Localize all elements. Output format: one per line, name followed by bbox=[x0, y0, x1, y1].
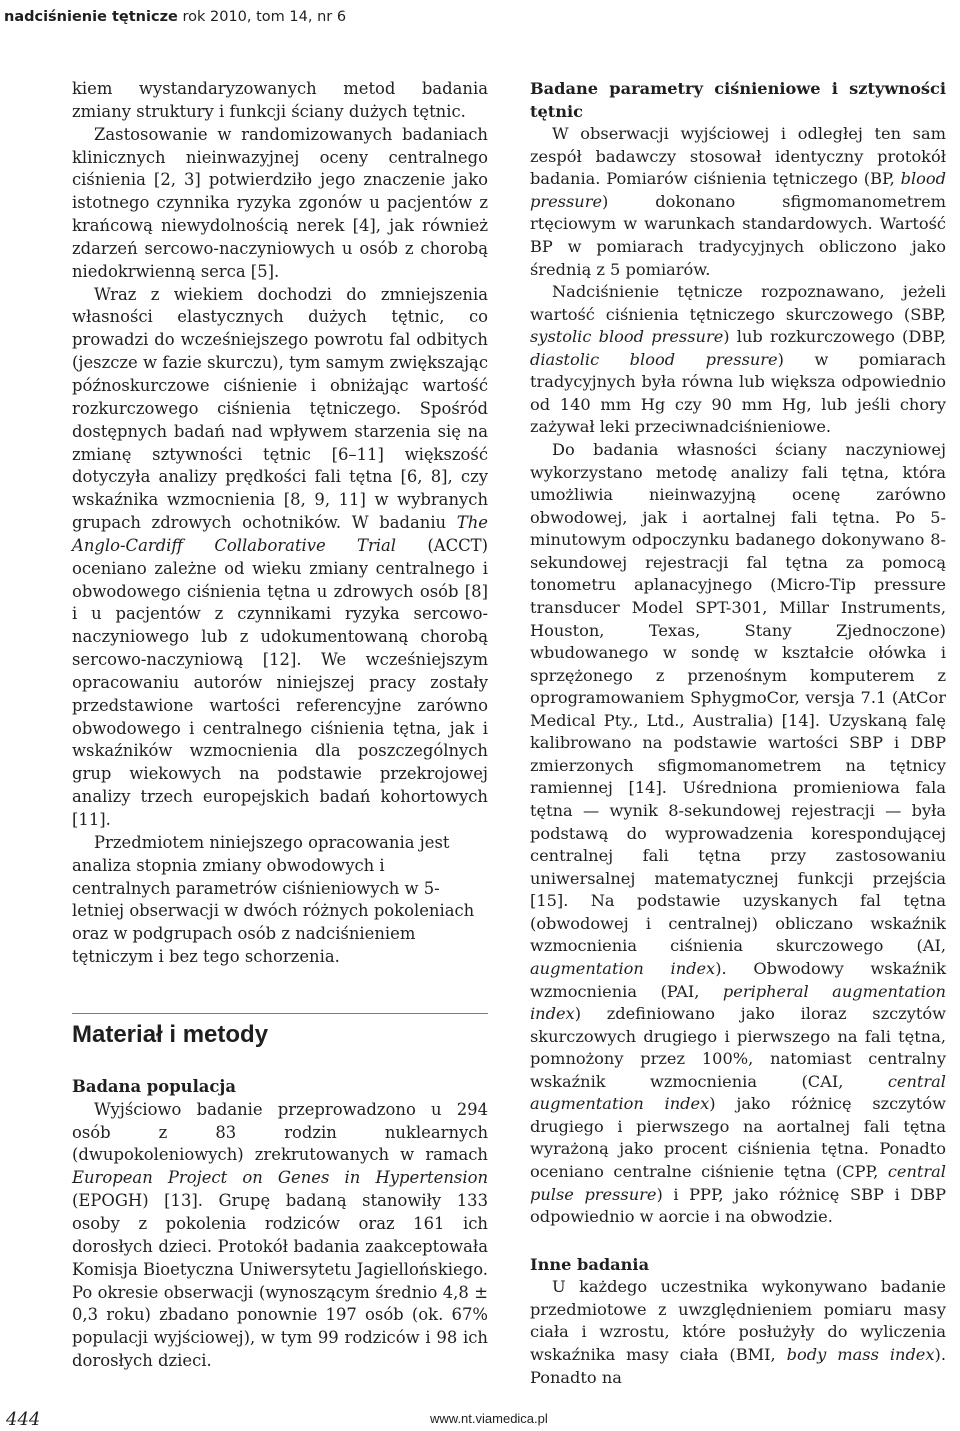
issue-info: rok 2010, tom 14, nr 6 bbox=[177, 9, 347, 25]
paragraph: Przedmiotem niniejszego opracowania jest analiza stopnia zmiany obwodowych i centralnych parametrów ciśnieniowych w 5-letniej obserwacji w dwóch różnych pokoleniach oraz w podgrupach osób z nadciśnieniem tętniczym i bez tego schorzenia. bbox=[72, 832, 475, 967]
paragraph: Zastosowanie w randomizowanych badaniach klinicznych nieinwazyjnej oceny centralnego ciśnienia [2, 3] potwierdziło jego znaczenie jako istotnego czynnika ryzyka zgonów u pacjentów z krańcową niewydolnością nerek [4], jak również zdarzeń sercowo-naczyniowych u osób z chorobą niedokrwienną serca [5]. bbox=[72, 124, 488, 281]
section-title: Materiał i metody bbox=[72, 1020, 269, 1048]
paragraph: Nadciśnienie tętnicze rozpoznawano, jeżeli wartość ciśnienia tętniczego skurczowego (SBP, systolic blood pressure) lub rozkurczowego (DBP, diastolic blood pressure) w pomiarach tradycyjnych była równa lub większa odpowiednio od 140 mm Hg czy 90 mm Hg, lub jeśli chory zażywał leki przeciwnadciśnieniowe. bbox=[530, 282, 946, 437]
running-header bbox=[0, 0, 960, 34]
journal-title: nadciśnienie tętnicze bbox=[4, 9, 178, 25]
paragraph: kiem wystandaryzowanych metod badania zmiany struktury i funkcji ściany dużych tętnic. bbox=[72, 79, 488, 121]
paragraph: Do badania własności ściany naczyniowej wykorzystano metodę analizy fali tętna, która umożliwia nieinwazyjną ocenę zarówno obwodowej, jak i aortalnej fali tętna. Po 5-minutowym odpoczynku badanego dokonywano 8-sekundowej rejestracji fal tętna za pomocą tonometru aplanacyjnego (Micro-Tip pressure transducer Model SPT-301, Millar Instruments, Houston, Texas, Stany Zjednoczone) wbudowanego w sondę w kształcie ołówka i sprzężonego z przenośnym komputerem z oprogramowaniem SphygmoCor, versja 7.1 (AtCor Medical Pty., Ltd., Australia) [14]. Uzyskaną falę kalibrowano na podstawie wartości SBP i DBP zmierzonych sfigmomanometrem na tętnicy ramiennej [14]. Uśredniona promieniowa fala tętna — wynik 8-sekundowej rejestracji — była podstawą do wyprowadzenia korespondującej centralnej fali tętna przy zastosowaniu uniwersalnej matematycznej funkcji przejścia [15]. Na podstawie uzyskanych fal tętna (obwodowej i centralnej) obliczano wskaźnik wzmocnienia ciśnienia skurczowego (AI, augmentation index). Obwodowy wskaźnik wzmocnienia (PAI, peripheral augmentation index) zdefiniowano jako iloraz szczytów skurczowych drugiego i pierwszego na fali tętna, pomnożony przez 100%, natomiast centralny wskaźnik wzmocnienia (CAI, central augmentation index) jako różnicę szczytów drugiego i pierwszego na aortalnej fali tętna wyrażoną jako procent ciśnienia tętna. Ponadto oceniano centralne ciśnienie tętna (CPP, central pulse pressure) i PPP, jako różnicę SBP i DBP odpowiednio w aorcie i na obwodzie. bbox=[530, 440, 947, 1227]
paragraph: U każdego uczestnika wykonywano badanie przedmiotowe z uwzględnieniem pomiaru masy ciała i wzrostu, które posłużyły do wyliczenia wskaźnika masy ciała (BMI, body mass index). Ponadto na bbox=[530, 1277, 946, 1387]
subsection-heading: Badana populacja bbox=[72, 1076, 236, 1096]
subsection-heading: Inne badania bbox=[530, 1254, 650, 1274]
paragraph: W obserwacji wyjściowej i odległej ten sam zespół badawczy stosował identyczny protokół badania. Pomiarów ciśnienia tętniczego (BP, blood pressure) dokonano sfigmomanometrem rtęciowym w warunkach standardowych. Wartość BP w pomiarach tradycyjnych obliczono jako średnią z 5 pomiarów. bbox=[530, 124, 946, 279]
paragraph: Wraz z wiekiem dochodzi do zmniejszenia własności elastycznych dużych tętnic, co prowadzi do wcześniejszego powrotu fal odbitych (jeszcze w fazie skurczu), tym samym zwiększając późnoskurczowe ciśnienie i obniżając wartość rozkurczowego ciśnienia tętniczego. Spośród dostępnych badań nad wpływem starzenia się na zmianę sztywności tętnic [6–11] większość dotyczyła analizy prędkości fali tętna [6, 8], czy wskaźnika wzmocnienia [8, 9, 11] w wybranych grupach zdrowych ochotników. W badaniu The Anglo-Cardiff Collaborative Trial (ACCT) oceniano zależne od wieku zmiany centralnego i obwodowego ciśnienia tętna u zdrowych osób [8] i u pacjentów z czynnikami ryzyka sercowo-naczyniowego lub z udokumentowaną chorobą sercowo-naczyniową [12]. We wcześniejszym opracowaniu autorów niniejszej pracy zostały przedstawione wartości referencyjne zarówno obwodowego i centralnego ciśnienia tętna, jak i wskaźników wzmocnienia dla poszczególnych grup wiekowych na podstawie przekrojowej analizy trzech europejskich badań kohortowych [11]. bbox=[72, 284, 488, 829]
left-column bbox=[72, 78, 488, 1373]
right-column bbox=[530, 78, 946, 1389]
page-number: 444 bbox=[6, 1409, 41, 1430]
paragraph: Wyjściowo badanie przeprowadzono u 294 osób z 83 rodzin nuklearnych (dwupokoleniowych) zrekrutowanych w ramach European Project on Genes in Hypertension (EPOGH) [13]. Grupę badaną stanowiły 133 osoby z pokolenia rodziców oraz 161 ich dorosłych dzieci. Protokół badania zaakceptowała Komisja Bioetyczna Uniwersytetu Jagiellońskiego. Po okresie obserwacji (wynoszącym średnio 4,8 ± 0,3 roku) zbadano ponownie 197 osób (ok. 67% populacji wyjściowej), w tym 99 rodziców i 98 ich dorosłych dzieci. bbox=[72, 1099, 488, 1371]
section-divider bbox=[72, 1013, 488, 1014]
footer-url: www.nt.viamedica.pl bbox=[430, 1411, 548, 1426]
subsection-heading: Badane parametry ciśnieniowe i sztywności tętnic bbox=[530, 79, 946, 121]
